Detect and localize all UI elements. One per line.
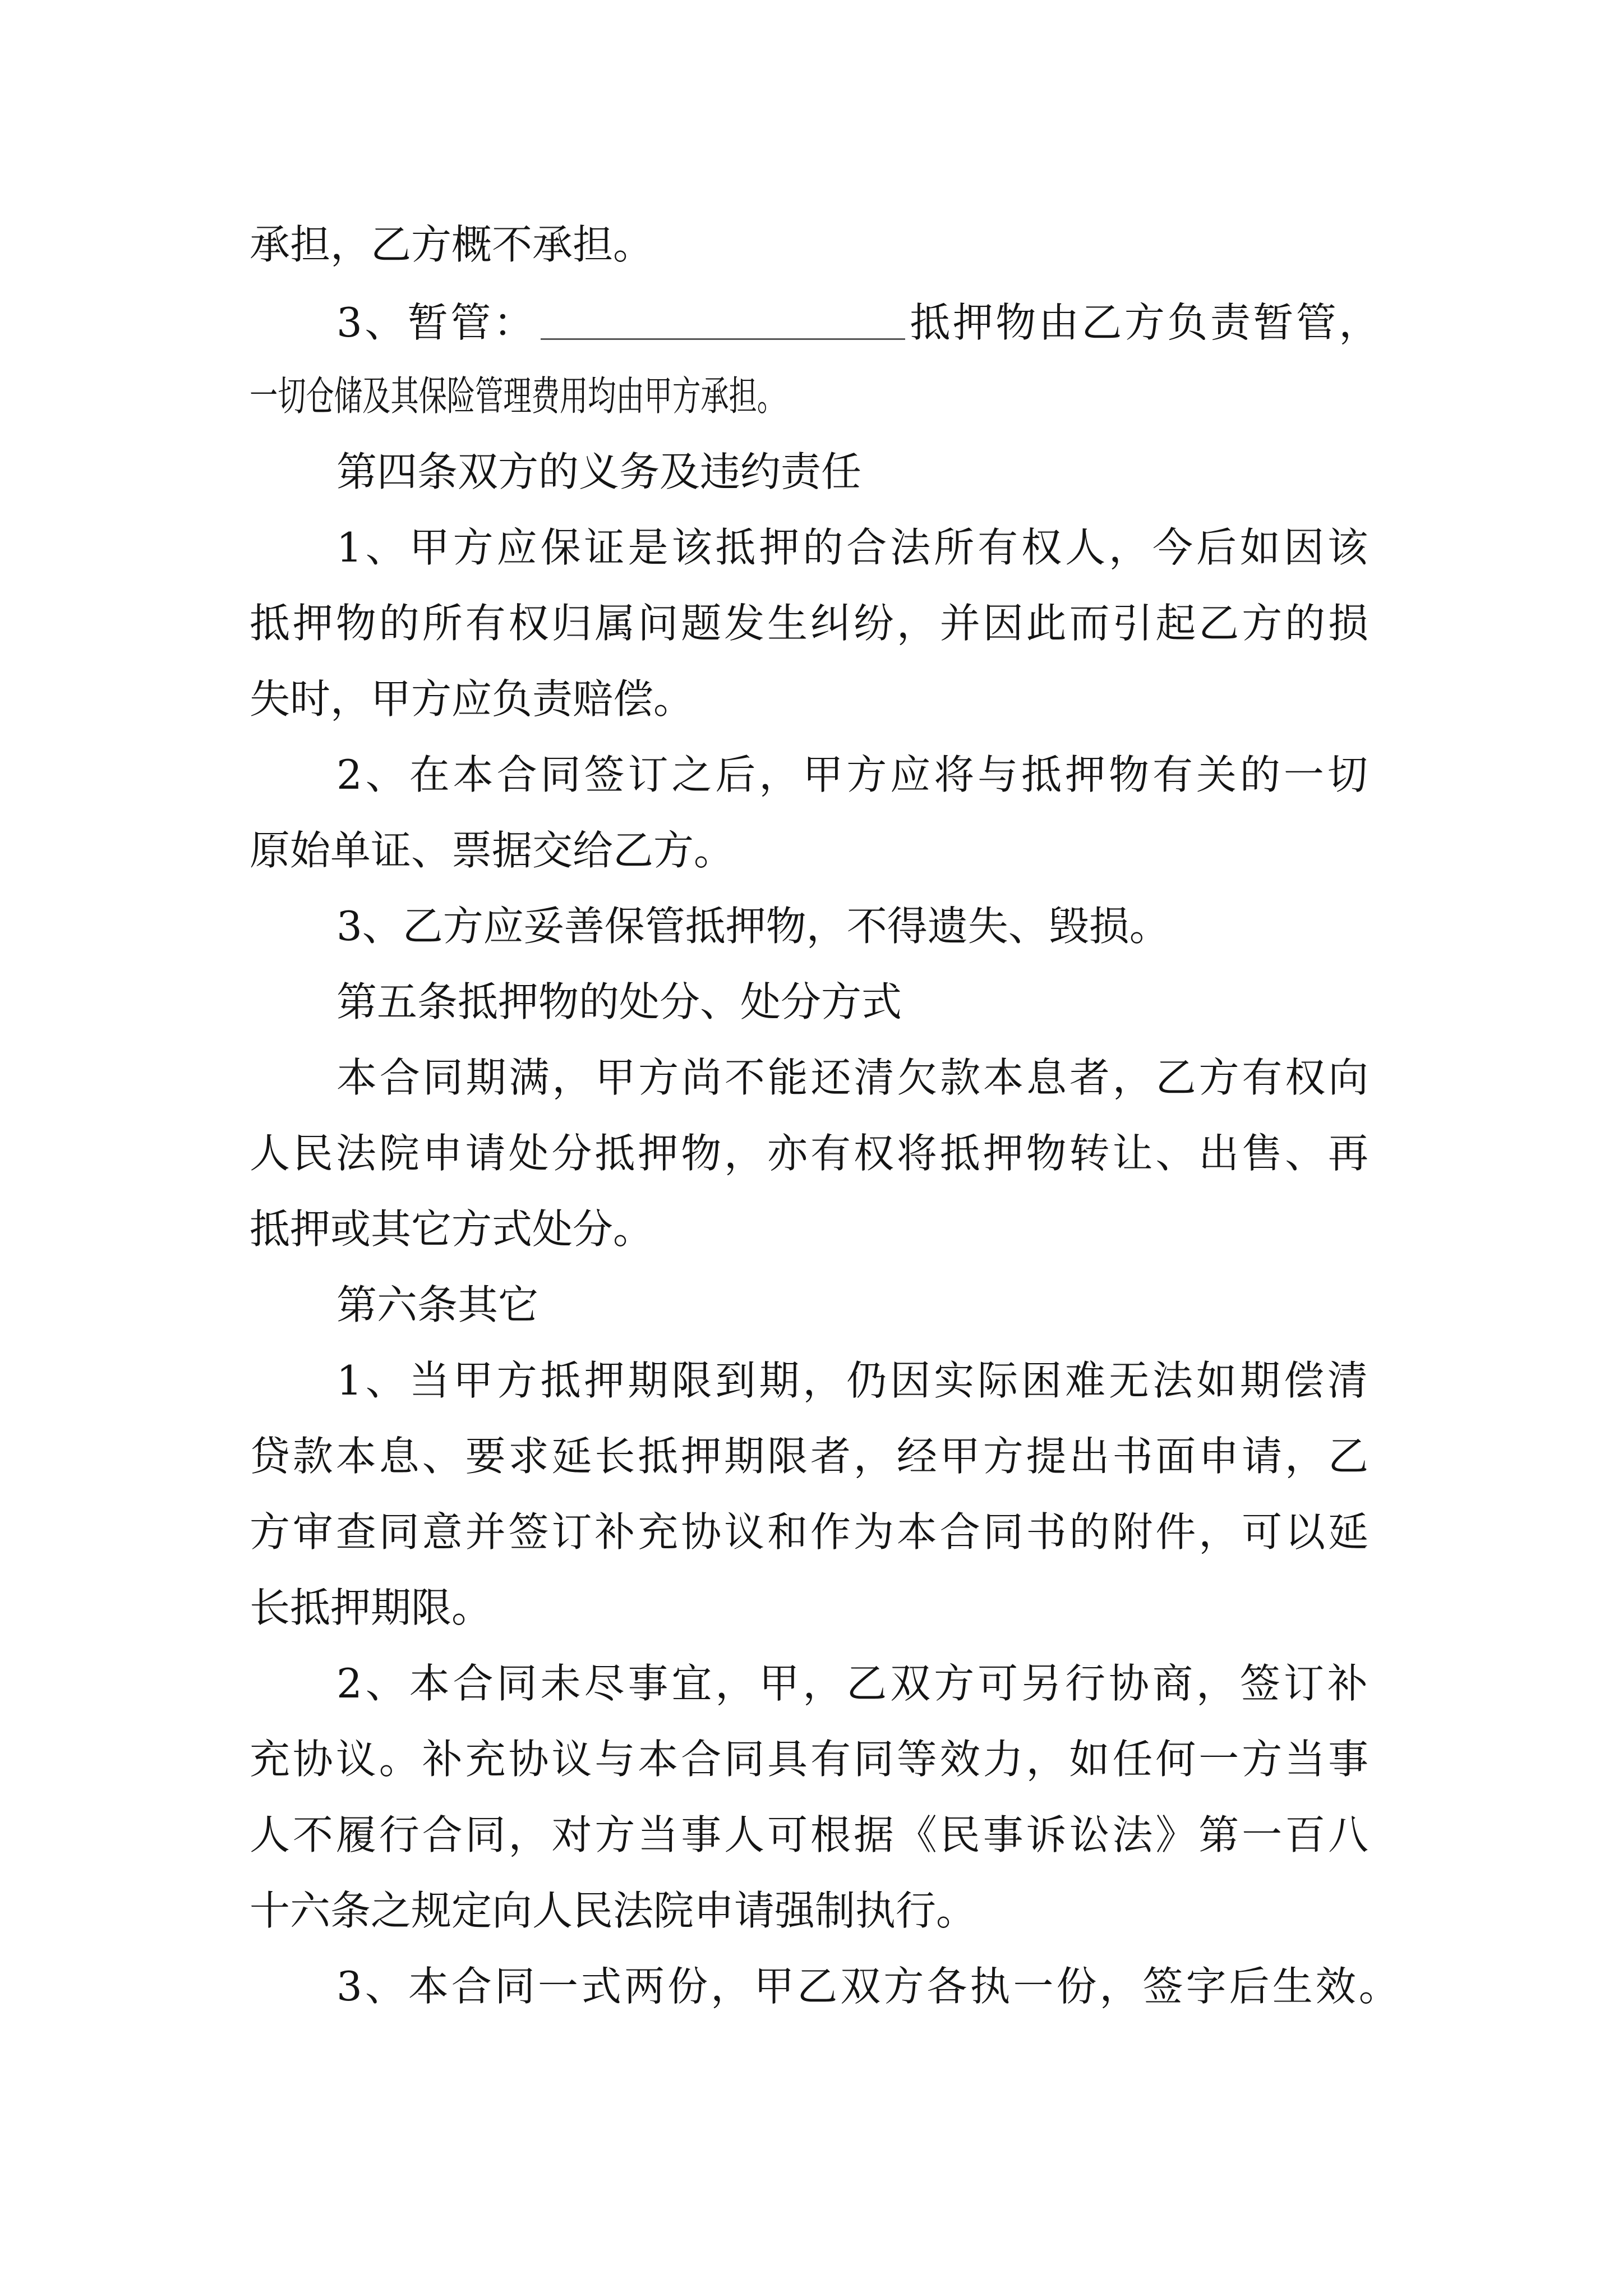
text-line: 长抵押期限。 [250, 1584, 492, 1631]
clause-text: 抵押物由乙方负责暂管， [910, 299, 1382, 346]
text-line: 原始单证、票据交给乙方。 [250, 827, 735, 874]
text-line: 抵押或其它方式处分。 [250, 1205, 654, 1253]
text-line: 方审查同意并签订补充协议和作为本合同书的附件，可以延 [250, 1508, 1372, 1556]
text-line: 失时，甲方应负责赔偿。 [250, 675, 694, 723]
section-heading: 第四条双方的义务及违约责任 [336, 448, 862, 495]
text-line: 承担，乙方概不承担。 [250, 221, 654, 268]
section-heading: 第五条抵押物的处分、处分方式 [336, 978, 902, 1025]
text-line: 充协议。补充协议与本合同具有同等效力，如任何一方当事 [250, 1736, 1372, 1783]
text-line: 人民法院申请处分抵押物，亦有权将抵押物转让、出售、再 [250, 1130, 1372, 1177]
text-line: 人不履行合同，对方当事人可根据《民事诉讼法》第一百八 [250, 1811, 1372, 1858]
text-line: 本合同期满，甲方尚不能还清欠款本息者，乙方有权向 [336, 1054, 1372, 1101]
text-line: 1、甲方应保证是该抵押的合法所有权人，今后如因该 [336, 524, 1371, 571]
text-line: 抵押物的所有权归属问题发生纠纷，并因此而引起乙方的损 [250, 600, 1372, 647]
text-line: 1、当甲方抵押期限到期，仍因实际困难无法如期偿清 [336, 1357, 1371, 1404]
text-line: 2、在本合同签订之后，甲方应将与抵押物有关的一切 [336, 751, 1371, 798]
text-line: 3、乙方应妥善保管抵押物，不得遗失、毁损。 [336, 903, 1170, 950]
text-line: 2、本合同未尽事宜，甲，乙双方可另行协商，签订补 [336, 1660, 1371, 1707]
section-heading: 第六条其它 [336, 1281, 539, 1328]
text-line-with-blank [336, 299, 1382, 346]
text-line: 贷款本息、要求延长抵押期限者，经甲方提出书面申请，乙 [250, 1433, 1372, 1480]
text-line: 十六条之规定向人民法院申请强制执行。 [250, 1887, 977, 1934]
clause-label: 3、暂管： [336, 299, 537, 346]
text-line: 一切仓储及其保险管理费用均由甲方承担。 [250, 372, 786, 420]
text-line: 3、本合同一式两份，甲乙双方各执一份，签字后生效。 [336, 1963, 1402, 2010]
fill-in-blank [541, 303, 905, 340]
